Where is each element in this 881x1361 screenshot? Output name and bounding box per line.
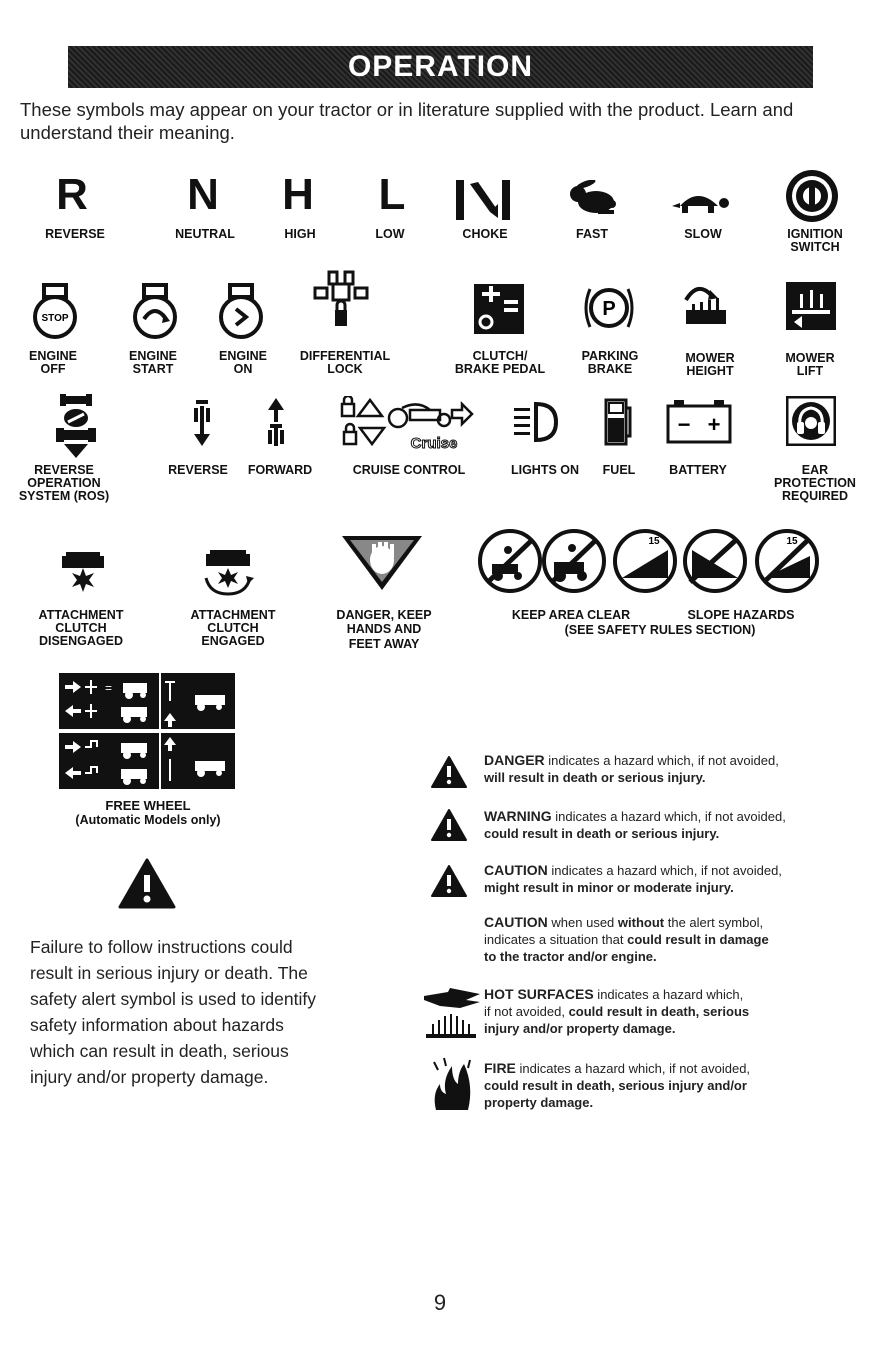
ear-protection-icon [786, 396, 836, 446]
label-engine-on-1: ENGINE [219, 349, 267, 363]
label-see-safety-rules: (SEE SAFETY RULES SECTION) [564, 623, 756, 637]
high-letter: H [282, 170, 314, 219]
ros-icon [56, 394, 96, 460]
free-wheel-icon [59, 673, 235, 789]
danger-definition [484, 752, 844, 786]
label-ignition: IGNITION [787, 227, 843, 241]
safety-alert-icon [118, 858, 176, 910]
label-reverse-arrow: REVERSE [168, 463, 228, 477]
fuel-icon [604, 398, 634, 446]
label-danger-3: FEET AWAY [348, 637, 420, 651]
caution-note-p1: when used [547, 915, 618, 930]
label-cruise-control: CRUISE CONTROL [352, 463, 466, 477]
warning-alert-icon [430, 808, 468, 842]
choke-icon [452, 178, 514, 222]
forward-arrow-icon [264, 398, 288, 448]
danger-keep-hands-feet-away-icon [340, 534, 424, 592]
clutch-brake-pedal-icon [474, 284, 524, 334]
fire-p3: property damage. [484, 1095, 594, 1110]
danger-alert-icon [430, 755, 468, 789]
caution-note-term: CAUTION [484, 914, 548, 930]
battery-plus: + [707, 412, 721, 437]
caution-middle: indicates a hazard which, if not avoided, [547, 863, 782, 878]
label-keep-area-clear: KEEP AREA CLEAR [511, 608, 631, 622]
label-mower-lift-1: MOWER [785, 351, 835, 365]
page-number: 9 [433, 1290, 447, 1315]
danger-result: will result in death or serious injury. [484, 770, 706, 785]
label-high: HIGH [284, 227, 316, 241]
page-title: OPERATION [347, 50, 534, 83]
attachment-clutch-disengaged-icon [58, 550, 108, 596]
reverse-arrow-icon [190, 398, 214, 448]
label-mower-height-2: HEIGHT [686, 364, 734, 378]
warning-term: WARNING [484, 808, 552, 824]
label-lights-on: LIGHTS ON [510, 463, 580, 477]
danger-middle: indicates a hazard which, if not avoided, [544, 753, 779, 768]
attachment-clutch-engaged-icon [196, 548, 260, 598]
stop-text: STOP [41, 313, 69, 324]
ignition-switch-icon [784, 168, 840, 224]
label-differential-1: DIFFERENTIAL [299, 349, 391, 363]
label-disengaged-1: ATTACHMENT [38, 608, 124, 622]
free-wheel-subtitle: (Automatic Models only) [75, 813, 221, 827]
mower-lift-icon [786, 282, 836, 330]
cruise-text: Cruise [410, 435, 458, 452]
lights-on-icon [512, 400, 558, 444]
label-engine-start-1: ENGINE [129, 349, 177, 363]
intro-text: These symbols may appear on your tractor or in literature supplied with the product. Learn and understand their meaning. [20, 99, 794, 143]
fire-p1: indicates a hazard which, if not avoided, [515, 1061, 751, 1076]
hot-surfaces-p3: could result in death, serious [568, 1004, 750, 1019]
caution-note-p2: without [617, 915, 665, 930]
label-engaged-3: ENGAGED [201, 634, 265, 648]
label-mower-lift-2: LIFT [796, 364, 824, 378]
hot-surfaces-p4: injury and/or property damage. [484, 1021, 676, 1036]
label-clutch-2: BRAKE PEDAL [454, 362, 546, 376]
fire-definition [484, 1060, 844, 1111]
failure-text: Failure to follow instructions could result in serious injury or death. The safety alert symbol is used to identify safety information about hazards which can result in death, serious injury and/or property damage. [30, 937, 316, 1087]
label-choke: CHOKE [462, 227, 508, 241]
hot-surfaces-p2: if not avoided, [484, 1004, 569, 1019]
engine-off-icon [30, 283, 80, 339]
label-slow: SLOW [684, 227, 722, 241]
slope-hazards-icon [612, 528, 822, 594]
label-slope-hazards: SLOPE HAZARDS [687, 608, 795, 622]
turtle-icon [668, 186, 732, 216]
caution-definition [484, 862, 844, 896]
label-differential-2: LOCK [327, 362, 363, 376]
label-ros-3: SYSTEM (ROS) [18, 489, 110, 503]
caution-note-p6: to the tractor and/or engine. [484, 949, 657, 964]
warning-definition [484, 808, 844, 842]
hot-surfaces-term: HOT SURFACES [484, 986, 594, 1002]
hot-surfaces-definition [484, 986, 844, 1037]
differential-lock-icon [313, 270, 369, 332]
label-engine-off-2: OFF [40, 362, 66, 376]
label-danger-1: DANGER, KEEP [336, 608, 432, 622]
parking-brake-icon [582, 279, 636, 337]
label-ros-2: OPERATION [27, 476, 101, 490]
svg-text:P: P [602, 298, 616, 320]
caution-term: CAUTION [484, 862, 548, 878]
danger-term: DANGER [484, 752, 545, 768]
low-letter: L [378, 170, 406, 219]
svg-text:=: = [105, 681, 113, 695]
label-parking-1: PARKING [581, 349, 639, 363]
label-disengaged-2: CLUTCH [55, 621, 107, 635]
battery-minus: − [677, 412, 691, 437]
label-ear-1: EAR [801, 463, 829, 477]
caution-note [484, 914, 844, 965]
warning-middle: indicates a hazard which, if not avoided, [551, 809, 786, 824]
label-ear-2: PROTECTION [774, 476, 856, 490]
label-reverse: REVERSE [45, 227, 105, 241]
engine-on-icon [216, 283, 266, 339]
slope-value-2: 15 [786, 536, 798, 547]
hot-surfaces-icon [420, 984, 482, 1040]
label-clutch-1: CLUTCH/ [472, 349, 528, 363]
warning-result: could result in death or serious injury. [484, 826, 720, 841]
caution-note-p3: the alert symbol, [664, 915, 764, 930]
label-fast: FAST [576, 227, 608, 241]
label-fuel: FUEL [602, 463, 636, 477]
label-parking-2: BRAKE [587, 362, 633, 376]
reverse-letter: R [56, 170, 88, 219]
mower-height-icon [676, 280, 734, 328]
keep-area-clear-icon [478, 528, 608, 594]
operation-banner [68, 46, 813, 88]
label-low: LOW [375, 227, 405, 241]
label-engine-off-1: ENGINE [29, 349, 77, 363]
neutral-letter: N [187, 170, 219, 219]
label-switch: SWITCH [790, 240, 840, 254]
label-neutral: NEUTRAL [175, 227, 235, 241]
slope-value-1: 15 [648, 536, 660, 547]
caution-note-p5: could result in damage [627, 932, 769, 947]
caution-result: might result in minor or moderate injury. [484, 880, 734, 895]
label-disengaged-3: DISENGAGED [38, 634, 124, 648]
caution-alert-icon [430, 864, 468, 898]
label-danger-2: HANDS AND [346, 622, 422, 636]
fire-p2: could result in death, serious injury and/or [484, 1078, 747, 1093]
free-wheel-title: FREE WHEEL [105, 798, 191, 813]
engine-start-icon [130, 283, 180, 339]
battery-icon [666, 400, 732, 444]
caution-note-p4: indicates a situation that [484, 932, 628, 947]
label-forward: FORWARD [247, 463, 313, 477]
cruise-control-icon [338, 396, 498, 452]
label-engine-on-2: ON [233, 362, 253, 376]
label-engaged-2: CLUTCH [207, 621, 259, 635]
label-battery: BATTERY [669, 463, 727, 477]
label-ear-3: REQUIRED [782, 489, 848, 503]
fire-icon [430, 1056, 474, 1112]
label-ros-1: REVERSE [34, 463, 94, 477]
label-mower-height-1: MOWER [685, 351, 735, 365]
label-engaged-1: ATTACHMENT [190, 608, 276, 622]
rabbit-icon [566, 180, 620, 218]
fire-term: FIRE [484, 1060, 516, 1076]
label-engine-start-2: START [132, 362, 174, 376]
hot-surfaces-p1: indicates a hazard which, [593, 987, 744, 1002]
